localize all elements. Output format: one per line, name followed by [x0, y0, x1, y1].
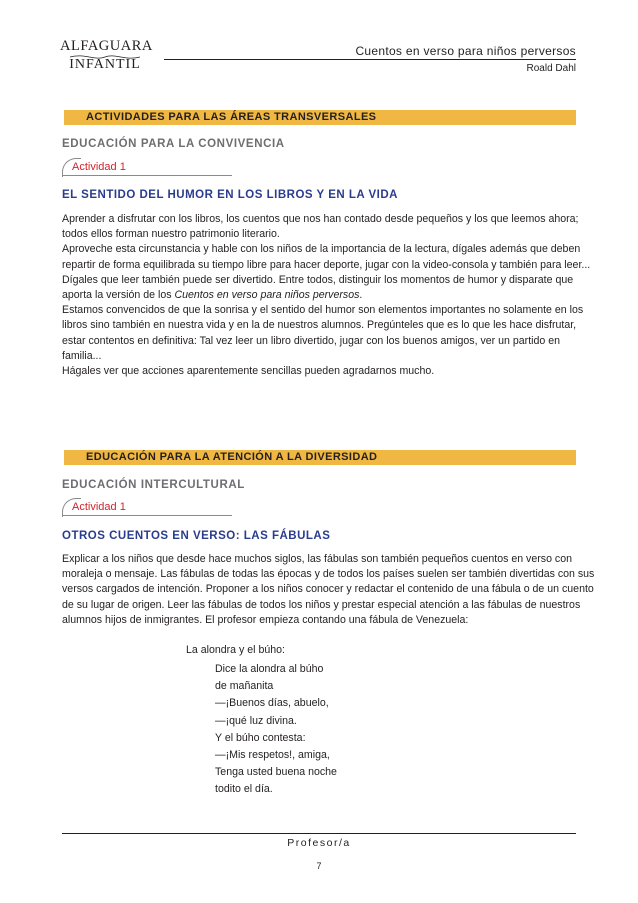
section-banner-diversidad	[64, 450, 576, 465]
activity-title: EL SENTIDO DEL HUMOR EN LOS LIBROS Y EN LA VIDA	[62, 189, 398, 201]
activity-title: OTROS CUENTOS EN VERSO: LAS FÁBULAS	[62, 530, 331, 542]
footer-label: Profesor/a	[287, 837, 351, 849]
activity-body	[62, 552, 602, 628]
activity-label: Actividad 1	[72, 161, 126, 173]
activity-body	[62, 212, 602, 379]
activity-label: Actividad 1	[72, 501, 126, 513]
poem-line: Tenga usted buena noche	[215, 766, 337, 779]
paragraph: Explicar a los niños que desde hace muchos siglos, las fábulas son también pequeños cuentos en verso con moraleja o mensaje. Las fábulas de todas las épocas y de todos los países suelen ser también divertidas con sus versos cargados de intención. Proponer a los niños conocer y redactar el contenido de una fábula o de un cuento de su lugar de origen. Leer las fábulas de todos los niños y prestar especial atención a las fábulas de nuestros alumnos hijos de inmigrantes. El profesor empieza contando una fábula de Venezuela:	[62, 553, 595, 626]
activity-tab	[62, 158, 232, 176]
footer-divider	[62, 833, 576, 834]
section-subtitle: EDUCACIÓN INTERCULTURAL	[62, 479, 245, 491]
paragraph: Aprender a disfrutar con los libros, los cuentos que nos han contado desde pequeños y los que leemos ahora; todos ellos forman nuestro patrimonio literario.	[62, 213, 579, 241]
poem-line: de mañanita	[215, 680, 274, 693]
poem-line: —¡qué luz divina.	[215, 714, 297, 727]
paragraph: Estamos convencidos de que la sonrisa y el sentido del humor son elementos importantes no solamente en los libros sino también en nuestra vida y en la de nuestros alumnos. Pregúnteles que es lo que les hace disfrutar, estar contentos en definitiva: Tal vez leer un libro divertido, jugar con los buenos amigos, ver un partido en familia...	[62, 304, 584, 362]
book-author: Roald Dahl	[526, 63, 576, 74]
book-title-italic: Cuentos en verso para niños perversos	[174, 289, 360, 302]
poem-title: La alondra y el búho:	[186, 644, 285, 656]
section-banner-transversales	[64, 110, 576, 125]
publisher-logo	[60, 38, 153, 73]
section-subtitle: EDUCACIÓN PARA LA CONVIVENCIA	[62, 138, 285, 150]
paragraph: Aproveche esta circunstancia y hable con los niños de la importancia de la lectura, dígales además que deben repartir de forma equilibrada su tiempo libre para hacer deporte, jugar con la video-consola y también para leer...	[62, 243, 591, 271]
poem-line: Y el búho contesta:	[215, 731, 306, 744]
logo-line-1: ALFAGUARA	[60, 38, 153, 54]
activity-tab	[62, 498, 232, 516]
paragraph: Dígales que leer también puede ser divertido. Entre todos, distinguir los momentos de humor y disparate que aporta la versión de los Cuentos en verso para niños perversos.	[62, 273, 574, 302]
poem	[215, 661, 337, 799]
book-title: Cuentos en verso para niños perversos	[355, 44, 576, 58]
poem-line: —¡Mis respetos!, amiga,	[215, 749, 330, 762]
header-divider	[164, 59, 576, 60]
banner-text: EDUCACIÓN PARA LA ATENCIÓN A LA DIVERSIDAD	[86, 451, 378, 463]
paragraph: Hágales ver que acciones aparentemente sencillas pueden agradarnos mucho.	[62, 365, 435, 378]
poem-line: Dice la alondra al búho	[215, 663, 324, 675]
page-number: 7	[316, 861, 322, 871]
poem-line: —¡Buenos días, abuelo,	[215, 697, 329, 710]
logo-line-2: INFANTIL	[69, 57, 141, 72]
logo-knot-icon	[60, 54, 150, 60]
banner-text: ACTIVIDADES PARA LAS ÁREAS TRANSVERSALES	[86, 111, 377, 123]
poem-line: todito el día.	[215, 783, 273, 796]
